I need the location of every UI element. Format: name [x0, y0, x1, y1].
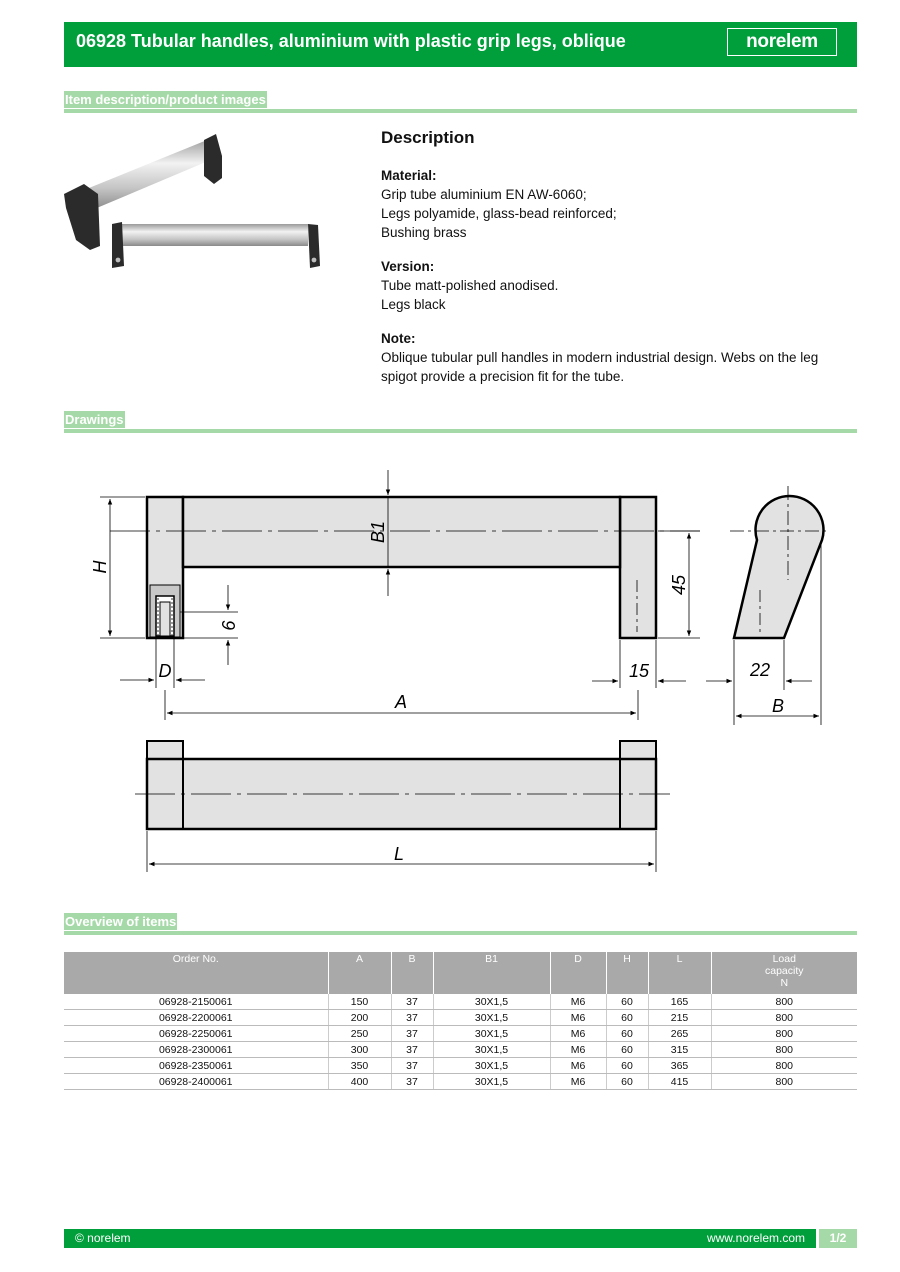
- column-header: A: [328, 952, 391, 994]
- column-header: Load capacity N: [711, 952, 857, 994]
- section-rule: [64, 109, 857, 113]
- label-B1: B1: [368, 520, 388, 544]
- cell-L: 265: [648, 1026, 711, 1042]
- cell-D: M6: [550, 1026, 606, 1042]
- label-9: 9: [218, 619, 238, 631]
- website-link[interactable]: www.norelem.com: [706, 1231, 805, 1245]
- label-H: H: [90, 560, 110, 574]
- table-row: [64, 1042, 857, 1058]
- page-title: 06928 Tubular handles, aluminium with plastic grip legs, oblique: [76, 31, 626, 51]
- material-line: Bushing brass: [381, 225, 467, 240]
- version-line: Tube matt-polished anodised.: [381, 278, 559, 293]
- right-leg-top: [620, 741, 656, 759]
- copyright-text: © norelem: [75, 1231, 131, 1245]
- cell-A: 200: [328, 1010, 391, 1026]
- label-22: 22: [749, 660, 771, 680]
- cell-B1: 30X1,5: [433, 994, 550, 1010]
- cell-B1: 30X1,5: [433, 1074, 550, 1090]
- label-D: D: [158, 661, 172, 681]
- cell-order-no: 06928-2200061: [64, 1010, 328, 1026]
- page-footer: [64, 1229, 857, 1248]
- cell-H: 60: [606, 994, 648, 1010]
- product-image: [64, 128, 324, 273]
- cell-L: 165: [648, 994, 711, 1010]
- section-label: Drawings: [65, 412, 124, 427]
- section-item-description: [64, 91, 857, 113]
- cell-B: 37: [391, 994, 433, 1010]
- cell-L: 215: [648, 1010, 711, 1026]
- section-rule: [64, 931, 857, 935]
- cell-order-no: 06928-2300061: [64, 1042, 328, 1058]
- table-header-row: [64, 952, 857, 994]
- footer-bar: [64, 1229, 816, 1248]
- version-line: Legs black: [381, 297, 446, 312]
- version-block: [381, 257, 851, 314]
- cell-A: 250: [328, 1026, 391, 1042]
- cell-H: 60: [606, 1074, 648, 1090]
- cell-B1: 30X1,5: [433, 1010, 550, 1026]
- column-header: H: [606, 952, 648, 994]
- cell-order-no: 06928-2400061: [64, 1074, 328, 1090]
- cell-A: 150: [328, 994, 391, 1010]
- technical-drawing: [64, 455, 844, 885]
- grip-tube-front: [183, 497, 620, 567]
- cell-load: 800: [711, 1010, 857, 1026]
- column-header: L: [648, 952, 711, 994]
- column-header: B: [391, 952, 433, 994]
- description-block: [381, 128, 851, 401]
- section-label: Item description/product images: [65, 92, 266, 107]
- cell-H: 60: [606, 1010, 648, 1026]
- cell-H: 60: [606, 1058, 648, 1074]
- material-label: Material:: [381, 168, 437, 183]
- page-header: [64, 22, 857, 67]
- cell-D: M6: [550, 1058, 606, 1074]
- cell-order-no: 06928-2350061: [64, 1058, 328, 1074]
- norelem-logo: norelem: [727, 28, 837, 56]
- section-drawings: [64, 411, 857, 433]
- material-line: Grip tube aluminium EN AW-6060;: [381, 187, 587, 202]
- cell-B: 37: [391, 1042, 433, 1058]
- cell-load: 800: [711, 1074, 857, 1090]
- table-row: [64, 1058, 857, 1074]
- cell-D: M6: [550, 1074, 606, 1090]
- cell-load: 800: [711, 1026, 857, 1042]
- cell-D: M6: [550, 994, 606, 1010]
- cell-A: 350: [328, 1058, 391, 1074]
- column-header: Order No.: [64, 952, 328, 994]
- note-block: [381, 329, 851, 386]
- description-heading: Description: [381, 128, 475, 147]
- cell-D: M6: [550, 1042, 606, 1058]
- section-label: Overview of items: [65, 914, 177, 929]
- table-row: [64, 1074, 857, 1090]
- cell-B: 37: [391, 1074, 433, 1090]
- label-45: 45: [669, 574, 689, 596]
- cell-order-no: 06928-2250061: [64, 1026, 328, 1042]
- left-leg-top: [147, 741, 183, 759]
- cell-D: M6: [550, 1010, 606, 1026]
- cell-B: 37: [391, 1010, 433, 1026]
- material-block: [381, 166, 851, 242]
- label-B: B: [771, 696, 785, 716]
- cell-B: 37: [391, 1058, 433, 1074]
- leg-side-view: [734, 496, 823, 638]
- table-row: [64, 1026, 857, 1042]
- cell-H: 60: [606, 1042, 648, 1058]
- version-label: Version:: [381, 259, 435, 274]
- items-table: [64, 952, 857, 1090]
- cell-load: 800: [711, 994, 857, 1010]
- cell-load: 800: [711, 1058, 857, 1074]
- cell-B1: 30X1,5: [433, 1042, 550, 1058]
- label-15: 15: [628, 661, 650, 681]
- cell-L: 365: [648, 1058, 711, 1074]
- note-label: Note:: [381, 331, 416, 346]
- label-A: A: [394, 692, 408, 712]
- cell-B1: 30X1,5: [433, 1026, 550, 1042]
- cell-B1: 30X1,5: [433, 1058, 550, 1074]
- column-header: B1: [433, 952, 550, 994]
- table-row: [64, 994, 857, 1010]
- cell-L: 315: [648, 1042, 711, 1058]
- material-line: Legs polyamide, glass-bead reinforced;: [381, 206, 617, 221]
- cell-order-no: 06928-2150061: [64, 994, 328, 1010]
- section-rule: [64, 429, 857, 433]
- table-row: [64, 1010, 857, 1026]
- label-L: L: [393, 844, 405, 864]
- cell-B: 37: [391, 1026, 433, 1042]
- cell-L: 415: [648, 1074, 711, 1090]
- cell-H: 60: [606, 1026, 648, 1042]
- column-header: D: [550, 952, 606, 994]
- section-overview: [64, 913, 857, 935]
- right-leg-front: [620, 497, 656, 638]
- cell-load: 800: [711, 1042, 857, 1058]
- cell-A: 400: [328, 1074, 391, 1090]
- note-text: Oblique tubular pull handles in modern industrial design. Webs on the leg spigot provide a precision fit for the tube.: [381, 350, 819, 384]
- page-number: 1/2: [819, 1229, 857, 1248]
- cell-A: 300: [328, 1042, 391, 1058]
- thread: [160, 602, 170, 636]
